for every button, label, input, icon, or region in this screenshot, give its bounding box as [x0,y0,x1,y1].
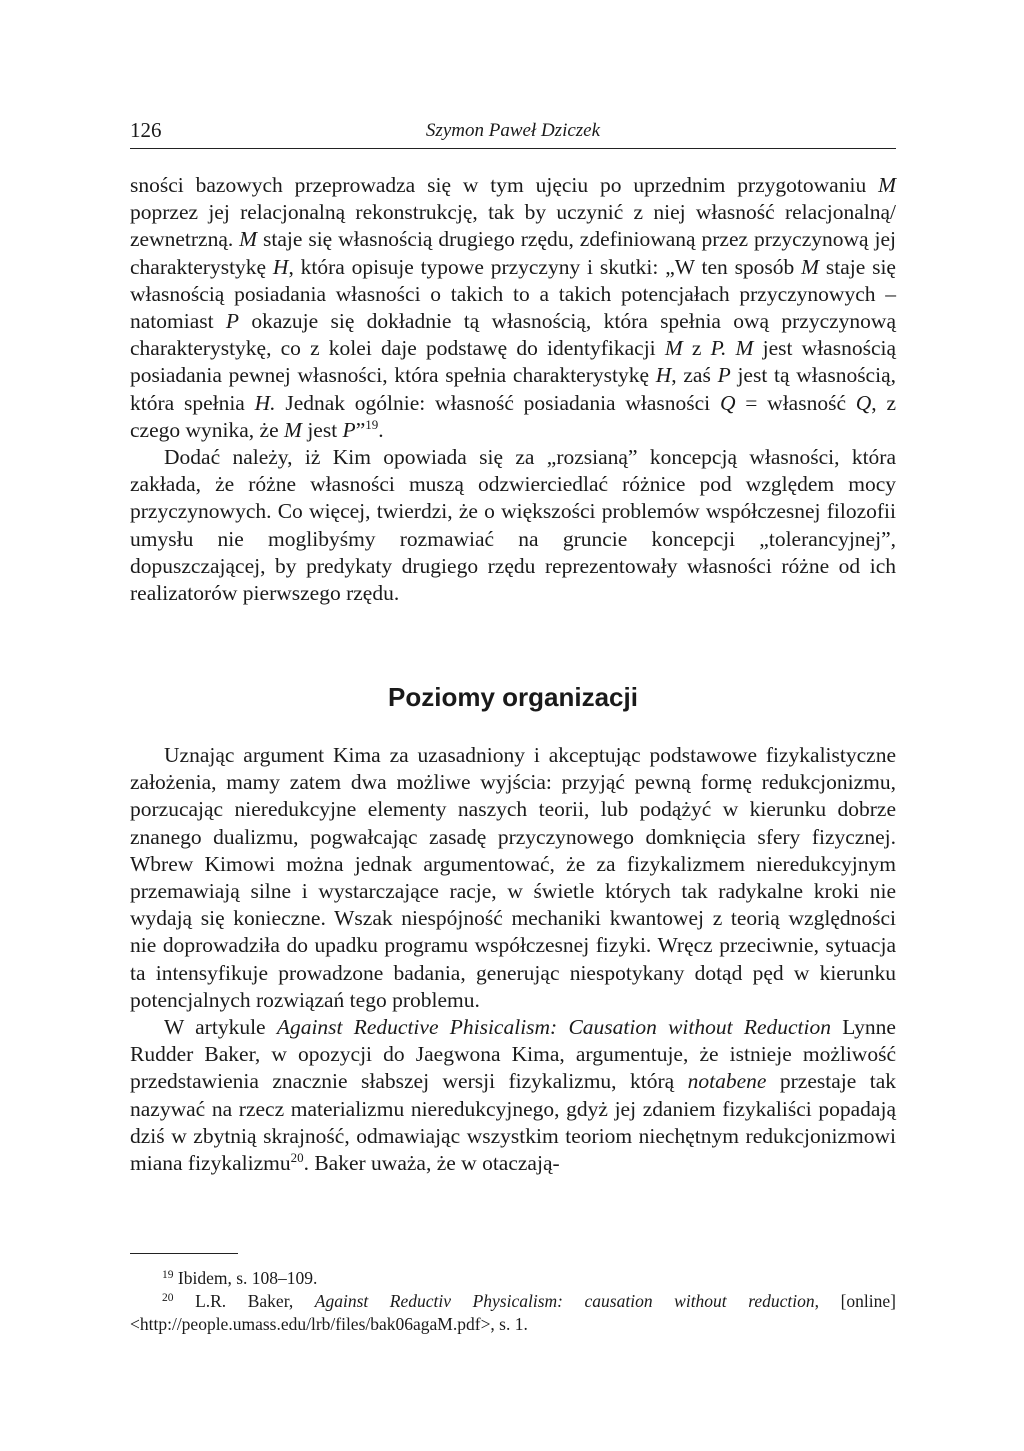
footnotes [130,1267,896,1336]
upper-text-block [130,172,896,607]
paragraph-4: W artykule Against Reductive Phisicalism: Causation without Reduction Lynne Rudder Baker, w opozycji do Jaegwona Kima, argumentuje, że istnieje możliwość przedstawienia znacznie słabszej wersji fizykalizmu, którą notabene przestaje tak nazywać na rzecz materializmu nieredukcyjnego, gdyż jej zdaniem fizykaliści popadają dziś w zbytnią skrajność, odmawiając wszystkim teoriom niechętnym redukcjonizmowi miana fizykalizmu$^{20}$. Baker uważa, że w otaczają- [130,1015,896,1176]
running-header [130,118,896,149]
running-title: Szymon Paweł Dziczek [425,120,601,141]
paragraph-3: Uznając argument Kima za uzasadniony i akceptując podstawowe fizykalistyczne założenia, mamy zatem dwa możliwe wyjścia: przyjąć pewną formę redukcjonizmu, porzucając nieredukcyjne elementy naszych teorii, lub podążyć w kierunku dobrze znanego dualizmu, pogwałcając zasadę przyczynowego domknięcia sfery fizycznej. Wbrew Kimowi można jednak argumentować, że za fizykalizmem nieredukcyjnym przemawiają silne i wystarczające racje, w świetle których tak radykalne kroki nie wydają się konieczne. Wszak niespójność mechaniki kwantowej z teorią względności nie doprowadziła do upadku programu współczesnej fizyki. Wręcz przeciwnie, sytuacja ta intensyfikuje prowadzone badania, generując niespotykany dotąd pęd w kierunku potencjalnych rozwiązań tego problemu. [130,743,896,1012]
lower-text-block [130,742,896,1177]
footnote-separator [130,1253,238,1254]
paragraph-1: sności bazowych przeprowadza się w tym ujęciu po uprzednim przygotowaniu M poprzez jej relacjonalną rekonstrukcję, tak by uczynić z niej własność relacjonalną/ zewnetrzną. M staje się własnością drugiego rzędu, zdefiniowaną przez przyczynową jej charakterystykę H, która opisuje typowe przyczyny i skutki: „W ten sposób M staje się własnością posiadania własności o takich to a takich potencjałach przyczynowych – natomiast P okazuje się dokładnie tą własnością, która spełnia ową przyczynową charakterystykę, co z kolei daje podstawę do identyfikacji M z P. M jest własnością posiadania pewnej własności, która spełnia charakterystykę H, zaś P jest tą własnością, która spełnia H. Jednak ogólnie: własność posiadania własności Q = własność Q, z czego wynika, że M jest P”$^{19}$. [130,173,896,442]
footnote-ref-20: 20 [290,1150,304,1166]
section-heading: Poziomy organizacji [388,682,638,712]
footnote-19: $^{19}$ Ibidem, s. 108–109. [162,1268,318,1288]
paragraph-2: Dodać należy, iż Kim opowiada się za „rozsianą” koncepcją własności, która zakłada, że różne własności muszą odzwierciedlać różnice pod względem mocy przyczynowych. Co więcej, twierdzi, że o większości problemów współczesnej filozofii umysłu nie moglibyśmy rozmawiać na gruncie koncepcji „tolerancyjnej”, dopuszczającej, by predykaty drugiego rzędu reprezentowały własności różne od ich realizatorów pierwszego rzędu. [130,445,896,606]
footnote-20: $^{20}$ L.R. Baker, Against Reductiv Physicalism: causation without reduction, [online] <http://people.umass.edu/lrb/files/bak06agaM.pdf>, s. 1. [130,1291,896,1334]
footnote-ref-19: 19 [365,416,379,432]
page-number: 126 [130,118,162,142]
